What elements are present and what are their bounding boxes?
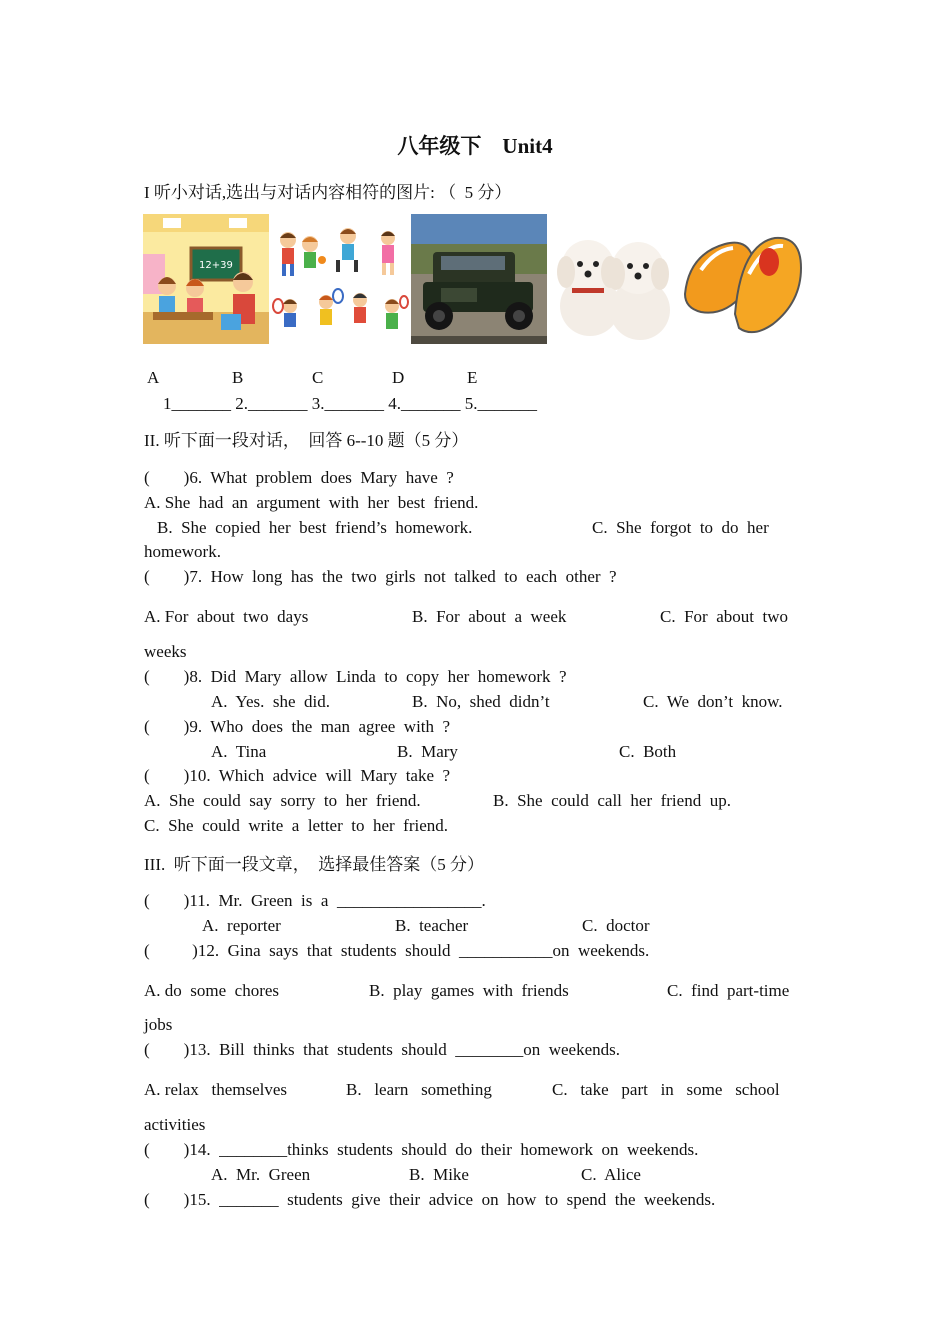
q12-option-c-cont: jobs <box>144 1015 173 1034</box>
q9-option-c: C. Both <box>619 742 677 761</box>
jeep-picture <box>411 214 547 344</box>
q7-option-c-cont: weeks <box>144 642 187 661</box>
question-12: ( )12. Gina says that students should ___________on weekends. <box>144 941 650 960</box>
q8-option-a: A. Yes. she did. <box>211 692 331 711</box>
question-9: ( )9. Who does the man agree with ? <box>144 717 451 736</box>
q12-option-b: B. play games with friends <box>369 981 569 1000</box>
letter-a: A <box>147 368 160 387</box>
question-15: ( )15. _______ students give their advice on how to spend the weekends. <box>144 1190 716 1209</box>
q12-option-a: A. do some chores <box>144 981 280 1000</box>
q6-option-a: A. She had an argument with her best friend. <box>144 493 479 512</box>
q9-option-a: A. Tina <box>211 742 267 761</box>
section-1-heading: I 听小对话,选出与对话内容相符的图片: （ 5 分） <box>144 183 512 202</box>
q8-option-b: B. No, shed didn’t <box>412 692 550 711</box>
sneakers-picture <box>679 214 807 344</box>
q13-option-c: C. take part in some school <box>552 1080 780 1099</box>
q7-option-b: B. For about a week <box>412 607 567 626</box>
letter-e: E <box>467 368 478 387</box>
q6-option-c-cont: homework. <box>144 542 221 561</box>
section-3-heading: III. 听下面一段文章， 选择最佳答案（5 分） <box>144 855 484 874</box>
question-14: ( )14. ________thinks students should do their homework on weekends. <box>144 1140 699 1159</box>
q6-option-c: C. She forgot to do her <box>592 518 769 537</box>
q7-option-a: A. For about two days <box>144 607 309 626</box>
question-11: ( )11. Mr. Green is a _________________. <box>144 891 486 910</box>
q9-option-b: B. Mary <box>397 742 458 761</box>
question-8: ( )8. Did Mary allow Linda to copy her homework ? <box>144 667 567 686</box>
q14-option-a: A. Mr. Green <box>211 1165 311 1184</box>
question-10: ( )10. Which advice will Mary take ? <box>144 766 451 785</box>
q12-option-c: C. find part-time <box>667 981 790 1000</box>
section-2-heading: II. 听下面一段对话， 回答 6--10 题（5 分） <box>144 431 469 450</box>
q6-option-b: B. She copied her best friend’s homework. <box>157 518 473 537</box>
svg-text:12+39: 12+39 <box>199 260 233 271</box>
puppies-picture <box>548 214 678 344</box>
q14-option-b: B. Mike <box>409 1165 469 1184</box>
q10-option-c: C. She could write a letter to her friend. <box>144 816 449 835</box>
q7-option-c: C. For about two <box>660 607 788 626</box>
q11-option-b: B. teacher <box>395 916 469 935</box>
letter-b: B <box>232 368 244 387</box>
question-6: ( )6. What problem does Mary have ? <box>144 468 454 487</box>
q10-option-a: A. She could say sorry to her friend. <box>144 791 421 810</box>
question-13: ( )13. Bill thinks that students should ________on weekends. <box>144 1040 620 1059</box>
classroom-picture <box>143 214 269 344</box>
letter-c: C <box>312 368 324 387</box>
page-title: 八年级下 Unit4 <box>397 134 553 158</box>
q13-option-b: B. learn something <box>346 1080 492 1099</box>
q14-option-c: C. Alice <box>581 1165 641 1184</box>
q8-option-c: C. We don’t know. <box>643 692 783 711</box>
q13-option-a: A. relax themselves <box>144 1080 288 1099</box>
answer-blanks: 1_______ 2._______ 3._______ 4._______ 5._______ <box>163 394 537 413</box>
letter-d: D <box>392 368 405 387</box>
sports-kids-picture <box>270 214 410 344</box>
q11-option-a: A. reporter <box>202 916 281 935</box>
question-7: ( )7. How long has the two girls not talked to each other ? <box>144 567 617 586</box>
q10-option-b: B. She could call her friend up. <box>493 791 731 810</box>
q13-option-c-cont: activities <box>144 1115 206 1134</box>
q11-option-c: C. doctor <box>582 916 650 935</box>
